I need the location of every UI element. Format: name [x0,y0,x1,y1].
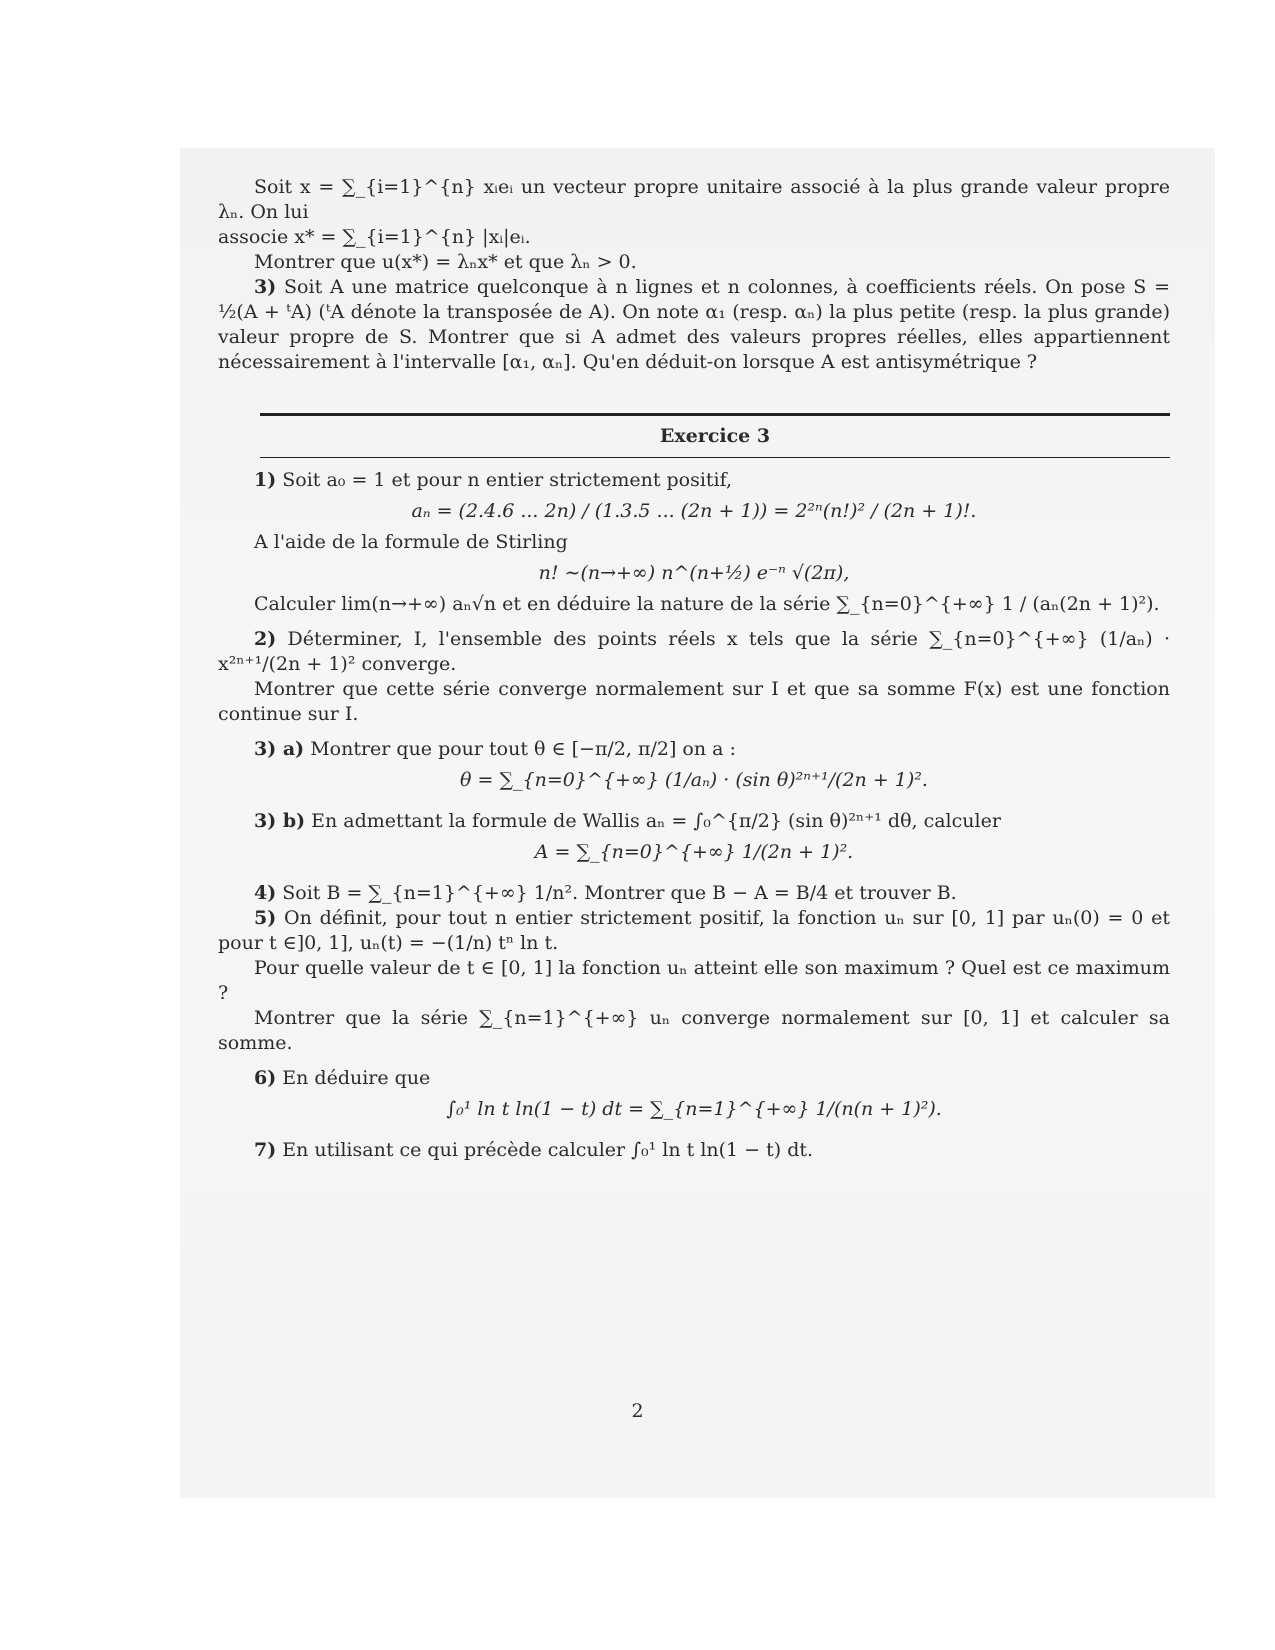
stirling-formula: n! ∼(n→+∞) n^(n+½) e⁻ⁿ √(2π), [538,562,850,584]
question-label: 3) a) [254,738,305,760]
page-number: 2 [631,1400,644,1422]
ex3-question-7 [218,1138,1170,1163]
document-page [218,175,1170,1163]
integral-formula: ∫₀¹ ln t ln(1 − t) dt = ∑_{n=1}^{+∞} 1/(n(n + 1)²). [446,1098,942,1120]
ex3-question-3a [218,737,1170,762]
stirling-intro: A l'aide de la formule de Stirling [254,531,568,553]
question-text: En utilisant ce qui précède calculer ∫₀¹ ln t ln(1 − t) dt. [282,1139,814,1161]
eigenvector-line: Soit x = ∑_{i=1}^{n} xᵢeᵢ un vecteur propre unitaire associé à la plus grande valeur propre λₙ. On lui [218,176,1170,223]
ex3-question-3b [218,809,1170,834]
show-line: Montrer que u(x*) = λₙx* et que λₙ > 0. [254,251,637,273]
question-label: 5) [254,907,277,929]
divider-top [260,413,1170,416]
question-text: En déduire que [282,1067,431,1089]
question-text: Soit B = ∑_{n=1}^{+∞} 1/n². Montrer que B − A = B/4 et trouver B. [282,882,957,904]
ex3-question-1 [218,468,1170,493]
question-label: 6) [254,1067,277,1089]
question-text: Déterminer, I, l'ensemble des points réels x tels que la série ∑_{n=0}^{+∞} (1/aₙ) · x²ⁿ⁺¹/(2n + 1)² converge. [218,628,1171,675]
question-label: 1) [254,469,277,491]
question-text: Montrer que pour tout θ ∈ [−π/2, π/2] on a : [310,738,736,760]
ex3-question-5-series: Montrer que la série ∑_{n=1}^{+∞} uₙ converge normalement sur [0, 1] et calculer sa somme. [218,1007,1170,1054]
question-label: 7) [254,1139,277,1161]
question-text: En admettant la formule de Wallis aₙ = ∫₀^{π/2} (sin θ)²ⁿ⁺¹ dθ, calculer [311,810,1001,832]
question-label: 3) b) [254,810,306,832]
ex3-question-6 [218,1066,1170,1091]
question-text: Soit a₀ = 1 et pour n entier strictement positif, [282,469,733,491]
question-label: 3) [254,276,277,298]
a-sum-formula: A = ∑_{n=0}^{+∞} 1/(2n + 1)². [534,841,854,863]
ex3-question-5-max: Pour quelle valeur de t ∈ [0, 1] la fonction uₙ atteint elle son maximum ? Quel est ce maximum ? [218,957,1170,1004]
question-text: Soit A une matrice quelconque à n lignes et n colonnes, à coefficients réels. On pose S = ½(A + ᵗA) (ᵗA dénote la transposée de A). On note α₁ (resp. αₙ) la plus petite (resp. la plus grande) valeur propre de S. Montrer que si A admet des valeurs propres réelles, elles appartiennent nécessairement à l'intervalle [α₁, αₙ]. Qu'en déduit-on lorsque A est antisymétrique ? [218,276,1170,373]
question-label: 2) [254,628,277,650]
theta-formula: θ = ∑_{n=0}^{+∞} (1/aₙ) · (sin θ)²ⁿ⁺¹/(2n + 1)². [460,769,928,791]
ex3-question-5 [218,906,1170,956]
limit-question: Calculer lim(n→+∞) aₙ√n et en déduire la nature de la série ∑_{n=0}^{+∞} 1 / (aₙ(2n + 1)²). [254,593,1160,615]
question-label: 4) [254,882,277,904]
ex3-question-4 [218,881,1170,906]
exercise-title: Exercice 3 [659,425,771,447]
an-formula: aₙ = (2.4.6 ... 2n) / (1.3.5 ... (2n + 1)) = 2²ⁿ(n!)² / (2n + 1)!. [411,500,977,522]
ex3-question-2-continued: Montrer que cette série converge normalement sur I et que sa somme F(x) est une fonction continue sur I. [218,678,1170,725]
question-text: On définit, pour tout n entier strictement positif, la fonction uₙ sur [0, 1] par uₙ(0) = 0 et pour t ∈]0, 1], uₙ(t) = −(1/n) tⁿ ln t. [218,907,1170,954]
associate-line: associe x* = ∑_{i=1}^{n} |xᵢ|eᵢ. [218,226,531,248]
ex3-question-2 [218,627,1170,677]
question-3 [218,275,1170,375]
